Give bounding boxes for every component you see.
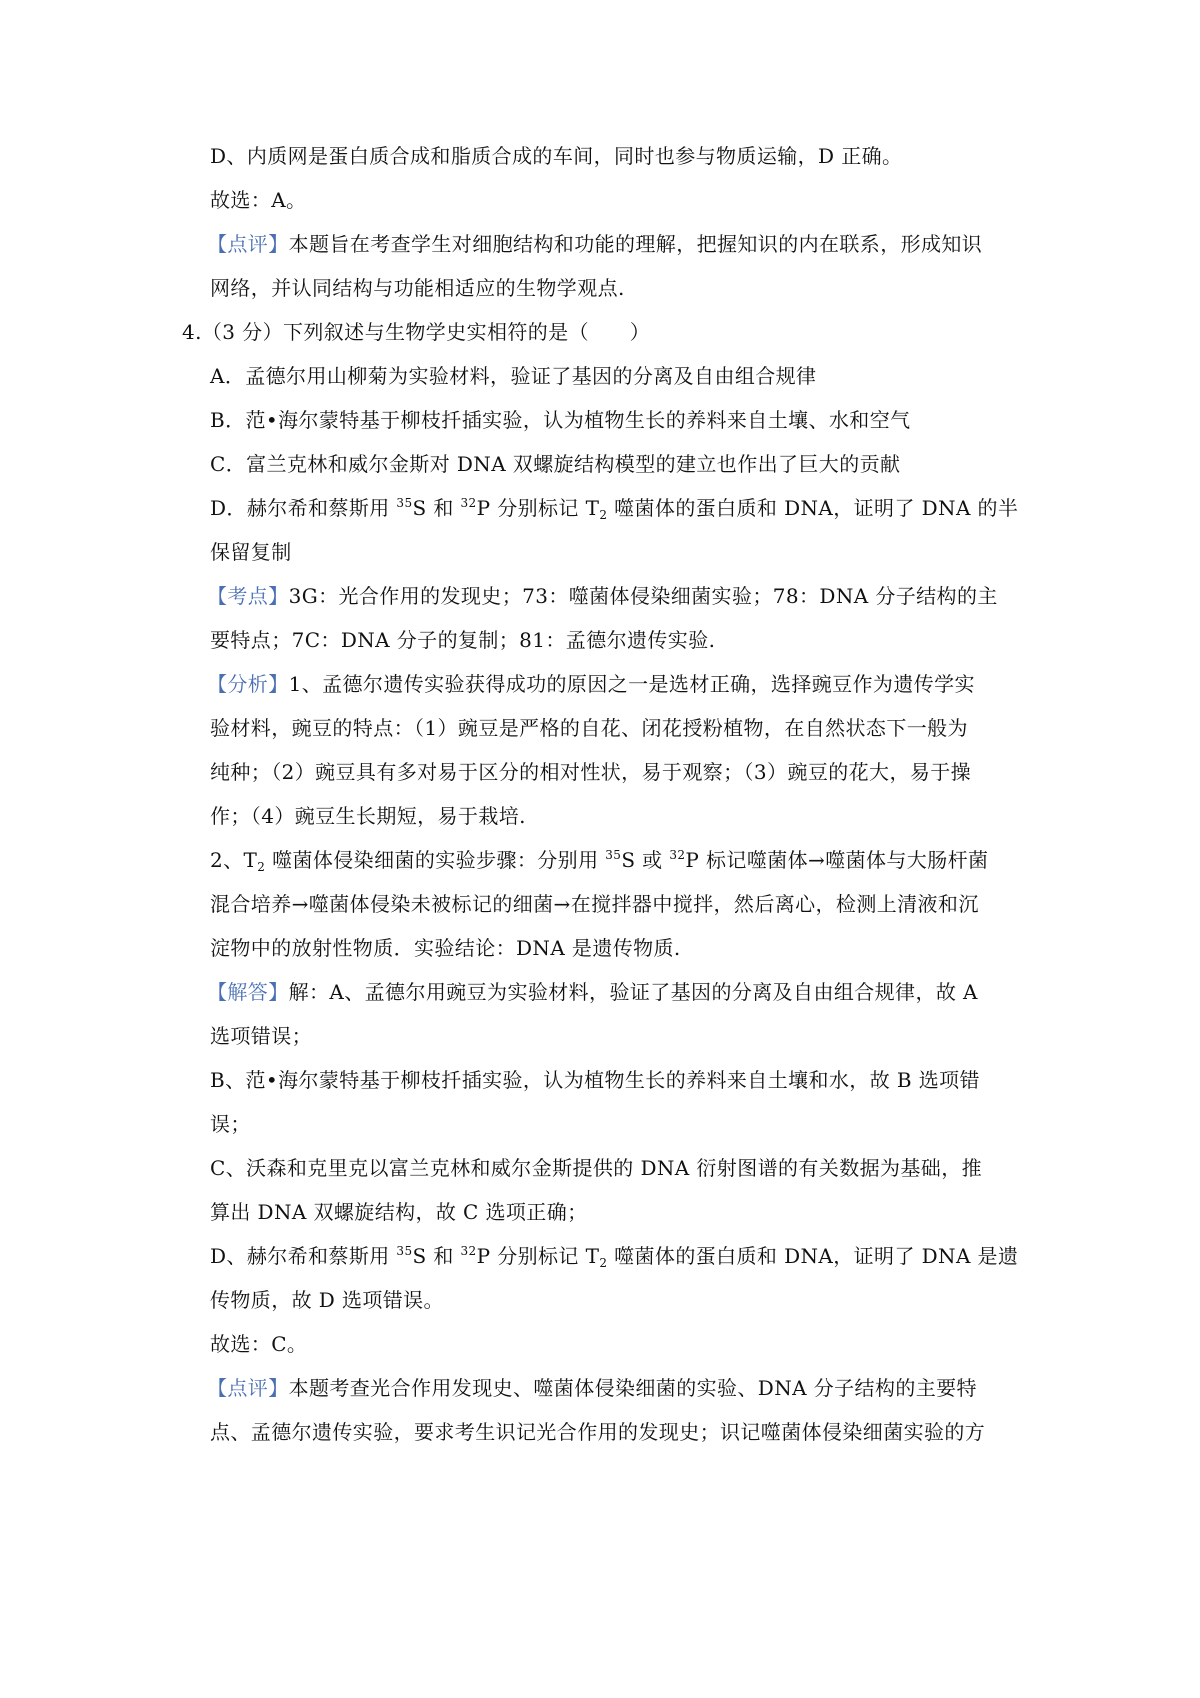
fenxi-point-2-line-2: 混合培养→噬菌体侵染未被标记的细菌→在搅拌器中搅拌，然后离心，检测上清液和沉 — [210, 892, 979, 916]
text-run: P 分别标记 T — [476, 1244, 600, 1268]
q4-option-c: C．富兰克林和威尔金斯对 DNA 双螺旋结构模型的建立也作出了巨大的贡献 — [210, 452, 901, 476]
fenxi-line-2: 验材料，豌豆的特点：（1）豌豆是严格的自花、闭花授粉植物，在自然状态下一般为 — [210, 716, 968, 740]
text-run: D、赫尔希和蔡斯用 — [210, 1244, 397, 1268]
fenxi-point-2-line-3: 淀物中的放射性物质．实验结论：DNA 是遗传物质. — [210, 936, 681, 960]
q4-option-b: B．范•海尔蒙特基于柳枝扦插实验，认为植物生长的养料来自土壤、水和空气 — [210, 408, 911, 432]
superscript: 35 — [605, 848, 622, 862]
dianping-text: 本题考查光合作用发现史、噬菌体侵染细菌的实验、DNA 分子结构的主要特 — [288, 1376, 977, 1400]
q4-option-d-line-2: 保留复制 — [210, 540, 292, 564]
fenxi-tag: 【分析】 — [207, 672, 289, 696]
jieda-answer: 故选：C。 — [210, 1332, 308, 1356]
jieda-text: 解：A、孟德尔用豌豆为实验材料，验证了基因的分离及自由组合规律，故 A — [288, 980, 978, 1004]
jieda-tag: 【解答】 — [207, 980, 289, 1004]
fenxi-text: 1、孟德尔遗传实验获得成功的原因之一是选材正确，选择豌豆作为遗传学实 — [288, 672, 975, 696]
q3-review-line-2: 网络，并认同结构与功能相适应的生物学观点. — [210, 276, 625, 300]
superscript: 32 — [460, 1244, 477, 1258]
kaodian-tag: 【考点】 — [207, 584, 289, 608]
q3-option-d-explanation: D、内质网是蛋白质合成和脂质合成的车间，同时也参与物质运输，D 正确。 — [210, 144, 903, 168]
kaodian-line-2: 要特点；7C：DNA 分子的复制；81：孟德尔遗传实验. — [210, 628, 716, 652]
text-run: S 和 — [412, 1244, 461, 1268]
subscript: 2 — [599, 1256, 608, 1270]
review-text: 本题旨在考查学生对细胞结构和功能的理解，把握知识的内在联系，形成知识 — [288, 232, 983, 256]
text-run: D．赫尔希和蔡斯用 — [210, 496, 397, 520]
jieda-line-1 — [207, 978, 978, 1006]
fenxi-line-1 — [207, 670, 975, 698]
subscript: 2 — [257, 860, 266, 874]
jieda-d-line-1 — [210, 1242, 1018, 1270]
q4-option-d — [210, 494, 1018, 522]
text-run: P 标记噬菌体→噬菌体与大肠杆菌 — [685, 848, 989, 872]
text-run: P 分别标记 T — [476, 496, 600, 520]
jieda-b-line-2: 误； — [210, 1112, 251, 1136]
jieda-c-line-2: 算出 DNA 双螺旋结构，故 C 选项正确； — [210, 1200, 588, 1224]
superscript: 32 — [460, 496, 477, 510]
subscript: 2 — [599, 508, 608, 522]
review-tag: 【点评】 — [207, 232, 289, 256]
q3-review-line-1 — [207, 230, 982, 258]
text-run: 噬菌体的蛋白质和 DNA，证明了 DNA 的半 — [607, 496, 1019, 520]
superscript: 32 — [669, 848, 686, 862]
fenxi-line-3: 纯种；（2）豌豆具有多对易于区分的相对性状，易于观察；（3）豌豆的花大，易于操 — [210, 760, 972, 784]
dianping-line-1 — [207, 1374, 977, 1402]
superscript: 35 — [396, 496, 413, 510]
jieda-c-line-1: C、沃森和克里克以富兰克林和威尔金斯提供的 DNA 衍射图谱的有关数据为基础，推 — [210, 1156, 982, 1180]
kaodian-line-1 — [207, 582, 998, 610]
text-run: 噬菌体的蛋白质和 DNA，证明了 DNA 是遗 — [607, 1244, 1019, 1268]
jieda-b-line-1: B、范•海尔蒙特基于柳枝扦插实验，认为植物生长的养料来自土壤和水，故 B 选项错 — [210, 1068, 980, 1092]
kaodian-text: 3G：光合作用的发现史；73：噬菌体侵染细菌实验；78：DNA 分子结构的主 — [288, 584, 998, 608]
q3-answer: 故选：A。 — [210, 188, 307, 212]
dianping-line-2: 点、孟德尔遗传实验，要求考生识记光合作用的发现史；识记噬菌体侵染细菌实验的方 — [210, 1420, 986, 1444]
q4-stem: 4.（3 分）下列叙述与生物学史实相符的是（ ） — [182, 320, 651, 344]
superscript: 35 — [396, 1244, 413, 1258]
dianping-tag: 【点评】 — [207, 1376, 289, 1400]
text-run: S 和 — [412, 496, 461, 520]
fenxi-point-2-line-1 — [210, 846, 988, 874]
text-run: S 或 — [621, 848, 670, 872]
fenxi-line-4: 作；（4）豌豆生长期短，易于栽培. — [210, 804, 526, 828]
jieda-d-line-2: 传物质，故 D 选项错误。 — [210, 1288, 444, 1312]
q4-option-a: A．孟德尔用山柳菊为实验材料，验证了基因的分离及自由组合规律 — [210, 364, 817, 388]
jieda-a-line-2: 选项错误； — [210, 1024, 312, 1048]
text-run: 2、T — [210, 848, 258, 872]
text-run: 噬菌体侵染细菌的实验步骤：分别用 — [265, 848, 606, 872]
